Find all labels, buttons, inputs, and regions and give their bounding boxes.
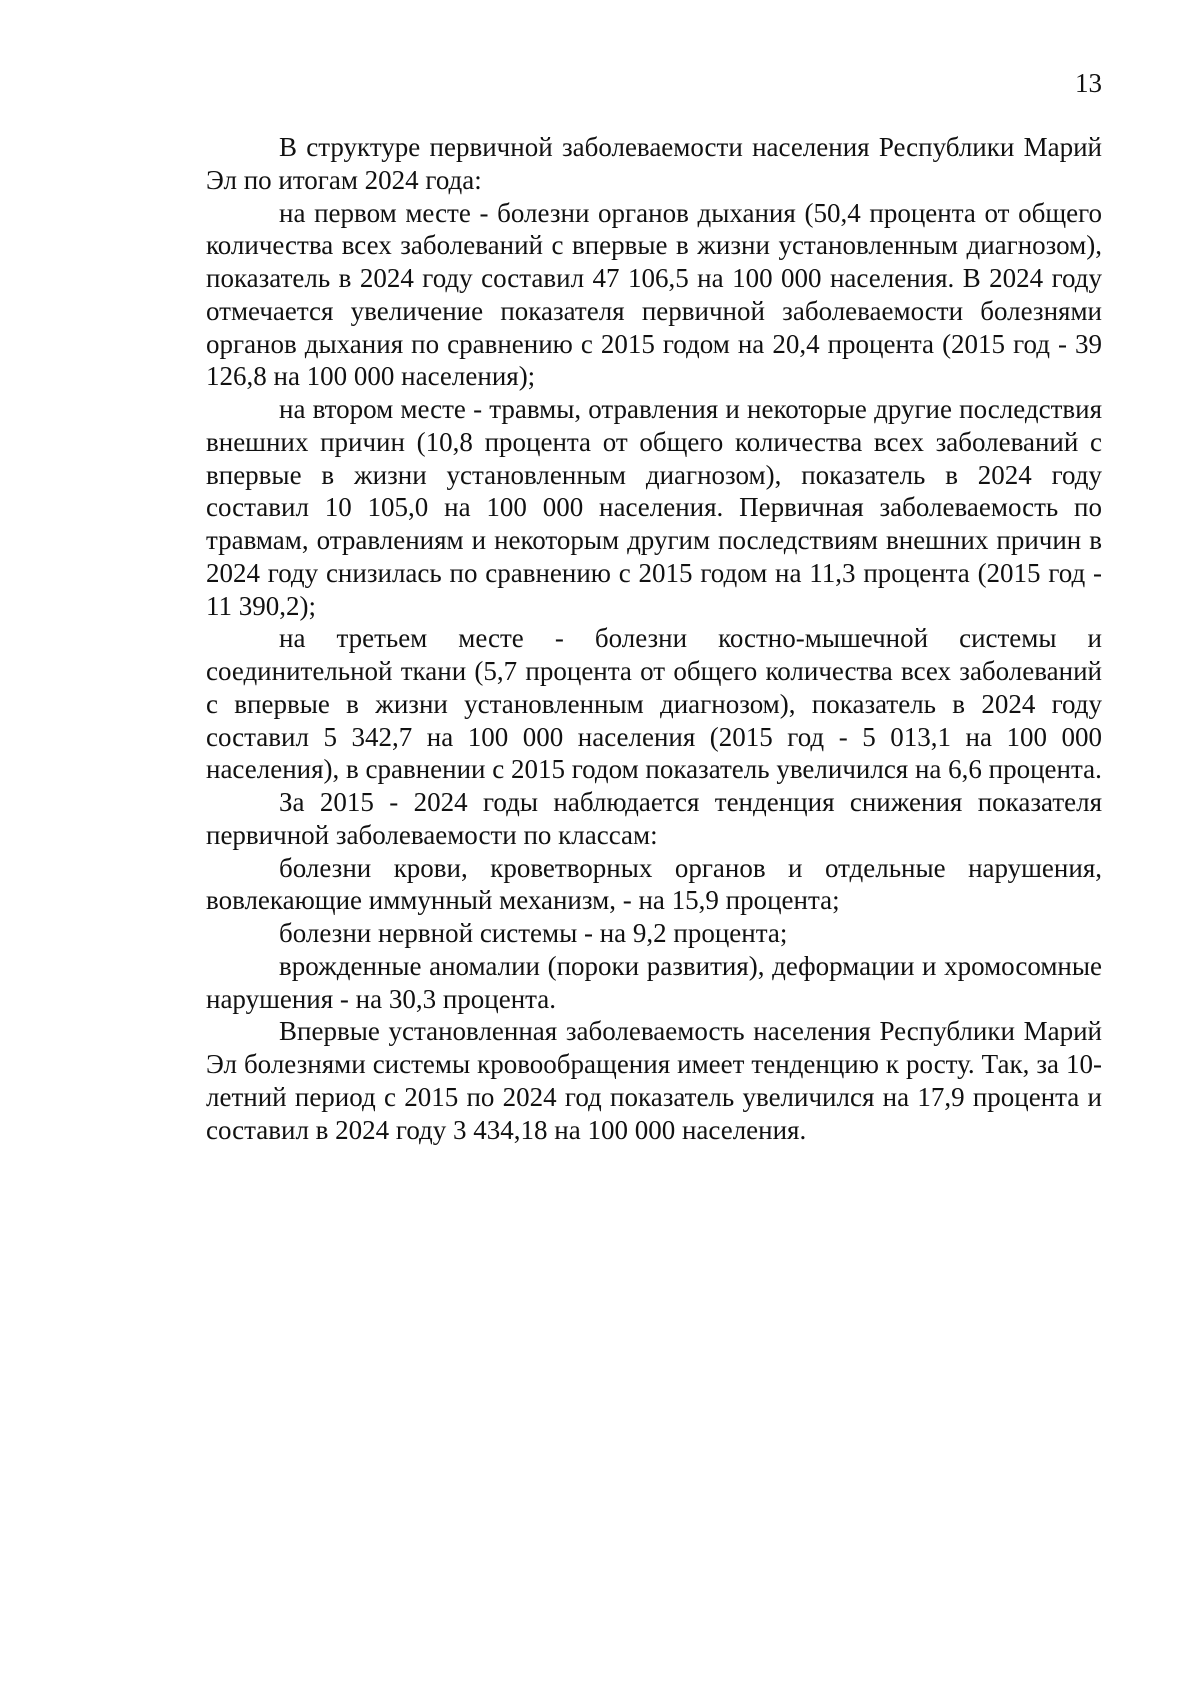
- paragraph-intro: В структуре первичной заболеваемости населения Республики Марий Эл по итогам 2024 года:: [206, 132, 1102, 195]
- paragraph-third-place: на третьем месте - болезни костно-мышечной системы и соединительной ткани (5,7 процента от общего количества всех заболеваний с впервые в жизни установленным диагнозом), показатель в 2024 году составил 5 342,7 на 100 000 населения (2015 год - 5 013,1 на 100 000 населения), в сравнении с 2015 годом показатель увеличился на 6,6 процента.: [206, 623, 1102, 785]
- page-number: 13: [1075, 68, 1102, 98]
- paragraph-circulatory-system: Впервые установленная заболеваемость населения Республики Марий Эл болезнями системы кровообращения имеет тенденцию к росту. Так, за 10-летний период с 2015 по 2024 год показатель увеличился на 17,9 процента и составил в 2024 году 3 434,18 на 100 000 населения.: [206, 1016, 1102, 1145]
- paragraph-first-place: на первом месте - болезни органов дыхания (50,4 процента от общего количества всех заболеваний с впервые в жизни установленным диагнозом), показатель в 2024 году составил 47 106,5 на 100 000 населения. В 2024 году отмечается увеличение показателя первичной заболеваемости болезнями органов дыхания по сравнению с 2015 годом на 20,4 процента (2015 год - 39 126,8 на 100 000 населения);: [206, 197, 1102, 392]
- paragraph-congenital-anomalies: врожденные аномалии (пороки развития), деформации и хромосомные нарушения - на 30,3 процента.: [206, 950, 1102, 1014]
- paragraph-blood-diseases: болезни крови, кроветворных органов и отдельные нарушения, вовлекающие иммунный механизм, - на 15,9 процента;: [206, 852, 1102, 916]
- paragraph-decline-trend: За 2015 - 2024 годы наблюдается тенденция снижения показателя первичной заболеваемости по классам:: [206, 787, 1102, 850]
- paragraph-nervous-system: болезни нервной системы - на 9,2 процента;: [279, 918, 788, 948]
- paragraph-second-place: на втором месте - травмы, отравления и некоторые другие последствия внешних причин (10,8 процента от общего количества всех заболеваний с впервые в жизни установленным диагнозом), показатель в 2024 году составил 10 105,0 на 100 000 населения. Первичная заболеваемость по травмам, отравлениям и некоторым другим последствиям внешних причин в 2024 году снизилась по сравнению с 2015 годом на 11,3 процента (2015 год - 11 390,2);: [206, 394, 1102, 621]
- document-body: [206, 131, 1102, 1146]
